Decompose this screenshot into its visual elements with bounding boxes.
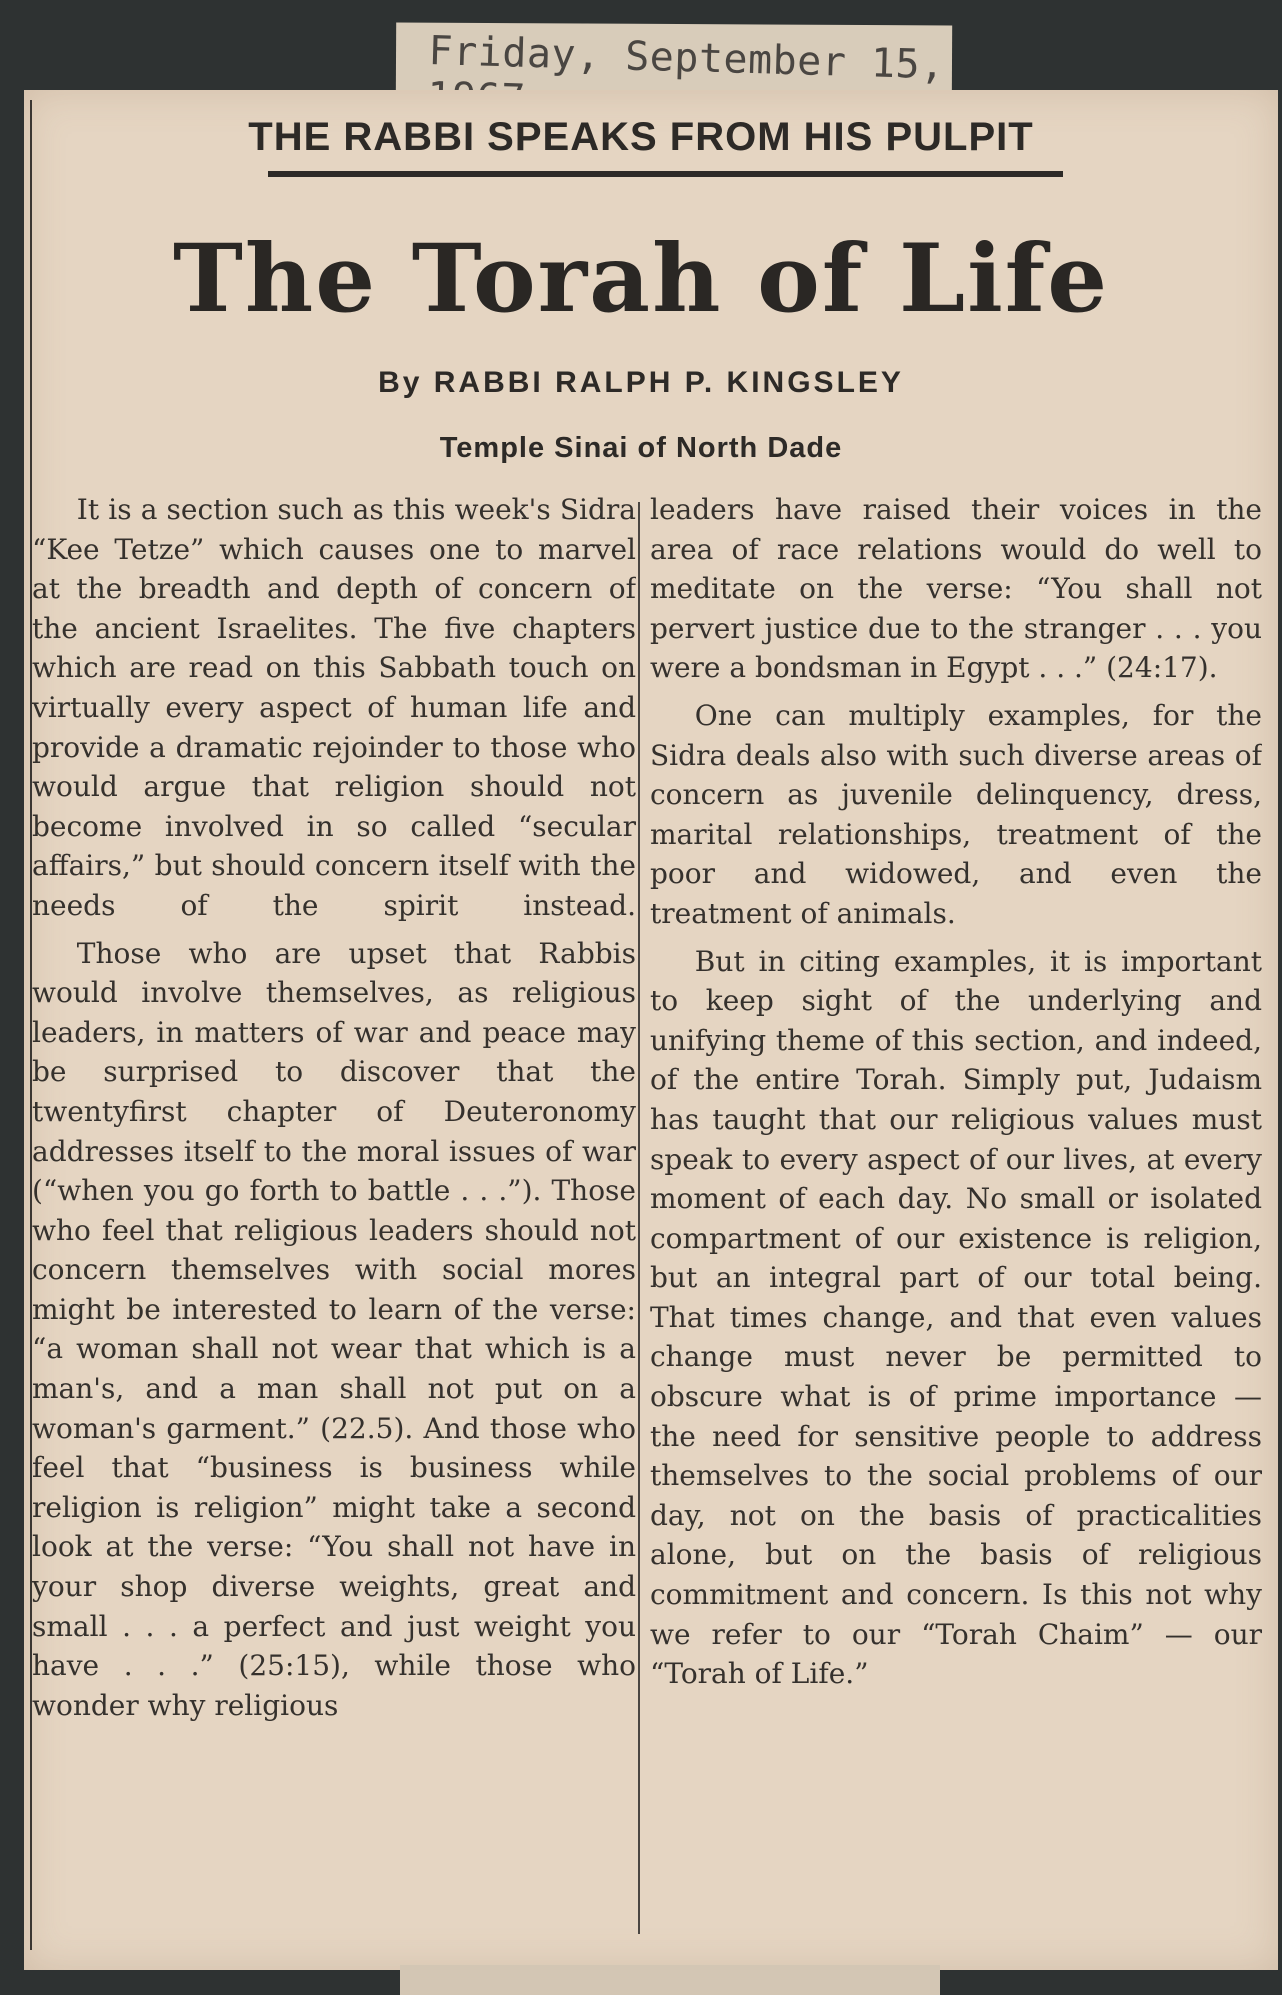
article-left-column (32, 490, 636, 1960)
byline: By RABBI RALPH P. KINGSLEY (378, 366, 904, 399)
column-divider (638, 502, 640, 1934)
paragraph: It is a section such as this week's Sidra “Kee Tetze” which causes one to marvel at the breadth and depth of concern of the ancient Israelites. The five chapters which are read on this Sabbath touch on virtually every aspect of human life and provide a dramatic rejoinder to those who would argue that religion should not become involved in so called “secular affairs,” but should concern itself with the needs of the spirit instead. (32, 493, 636, 922)
publication-date: Friday, September 15, (428, 28, 946, 89)
paragraph: But in citing examples, it is important to keep sight of the underlying and unifying theme of this section, and indeed, of the entire Torah. Simply put, Judaism has taught that our religious values must speak to every aspect of our lives, at every moment of each day. No small or isolated compartment of our existence is religion, but an integral part of our total being. That times change, and that even values change must never be permitted to obscure what is of prime importance — the need for sensitive people to address themselves to the social problems of our day, not on the basis of practicalities alone, but on the basis of religious commitment and concern. Is this not why we refer to our “Torah Chaim” — our “Torah of Life.” (650, 944, 1262, 1691)
headline: The Torah of Life (172, 224, 1110, 334)
paragraph: Those who are upset that Rabbis would involve themselves, as religious leaders, in matters of war and peace may be surprised to discover that the twentyfirst chapter of Deuteronomy addresses itself to the moral issues of war (“when you go forth to battle . . .”). Those who feel that religious leaders should not concern themselves with social mores might be interested to learn of the verse: “a woman shall not wear that which is a man's, and a man shall not put on a woman's garment.” (22.5). And those who feel that “business is business while religion is religion” might take a second look at the verse: “You shall not have in your shop diverse weights, great and small . . . a perfect and just weight you have . . .” (25:15), while those who wonder why religious (32, 936, 636, 1722)
torn-bottom-strip (400, 1965, 940, 1995)
affiliation: Temple Sinai of North Dade (439, 432, 843, 464)
paragraph: leaders have raised their voices in the area of race relations would do well to meditate on the verse: “You shall not pervert justice due to the stranger . . . you were a bondsman in Egypt . . .” (24:17). (650, 493, 1262, 685)
paragraph: One can multiply examples, for the Sidra deals also with such diverse areas of concern as juvenile delinquency, dress, marital relationships, treatment of the poor and widowed, and even the treatment of animals. (650, 698, 1262, 930)
article-right-column (650, 490, 1262, 1960)
column-kicker: THE RABBI SPEAKS FROM HIS PULPIT (248, 115, 1034, 159)
kicker-underline (268, 171, 1063, 177)
